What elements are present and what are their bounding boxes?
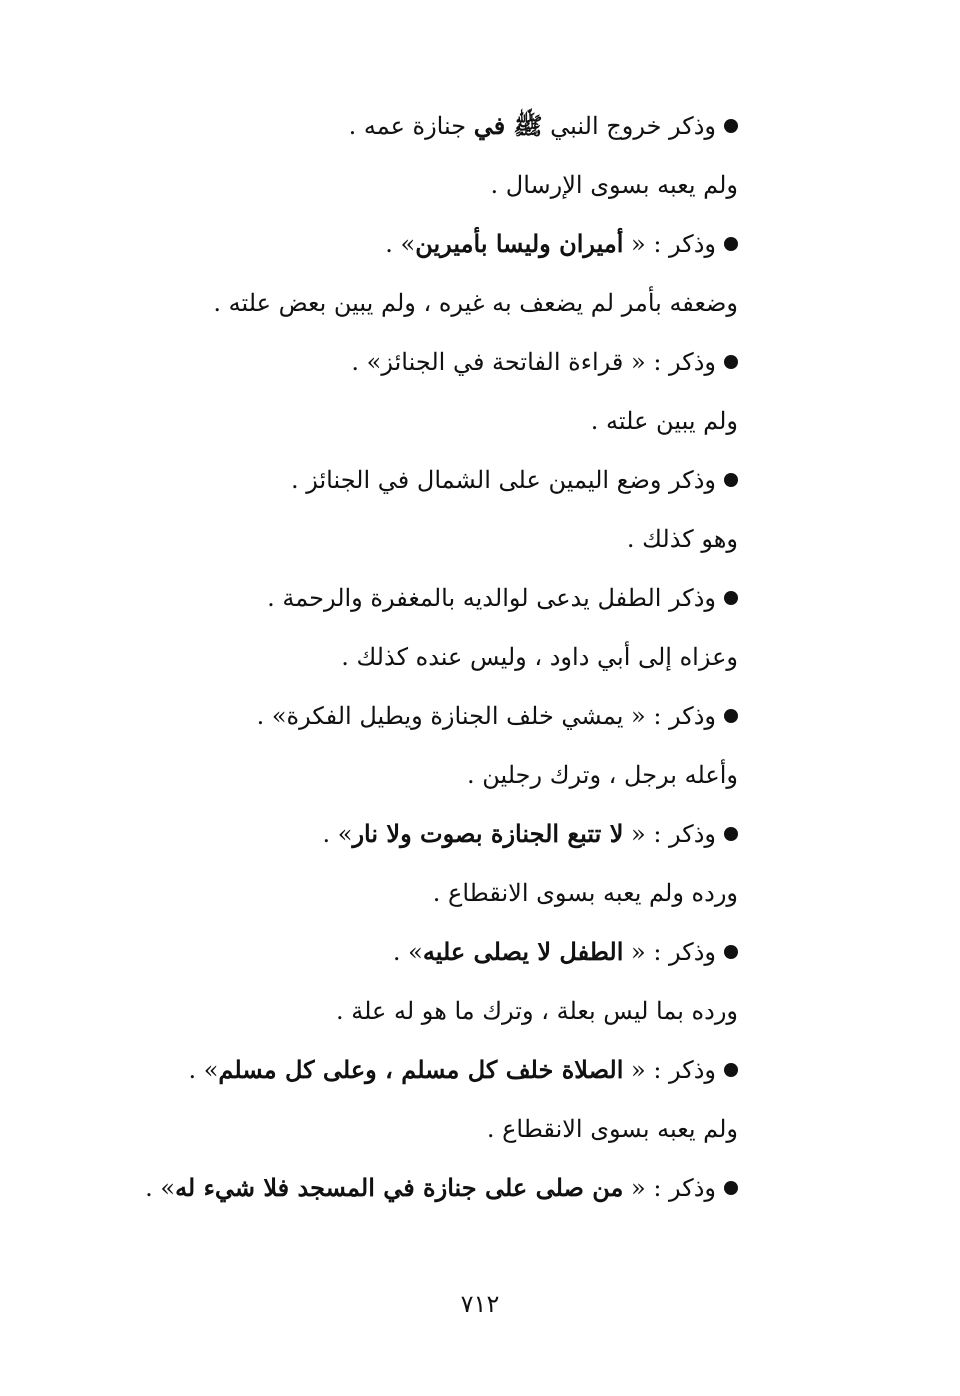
quoted-hadith: لا تتبع الجنازة بصوت ولا نار xyxy=(352,819,624,848)
comment-line: ولم يبين علته . xyxy=(590,407,738,435)
entry-line xyxy=(178,338,738,397)
entry-line xyxy=(178,220,738,279)
comment-line: ورده بما ليس بعلة ، وترك ما هو له علة . xyxy=(335,997,738,1025)
entry-text: وذكر : « xyxy=(623,938,716,966)
page-number: ٧١٢ xyxy=(460,1290,500,1318)
entry-line xyxy=(145,1164,738,1223)
bullet-icon xyxy=(724,827,738,841)
entry-text-end: » . xyxy=(322,820,353,848)
entry-line xyxy=(178,692,738,751)
entry-text-end: » . xyxy=(385,230,416,258)
quoted-hadith: من صلى على جنازة في المسجد فلا شيء له xyxy=(175,1173,624,1202)
bullet-icon xyxy=(724,1181,738,1195)
bullet-icon xyxy=(724,119,738,133)
comment-line: ورده ولم يعبه بسوى الانقطاع . xyxy=(432,879,738,907)
entry-text: وذكر وضع اليمين على الشمال في الجنائز . xyxy=(290,466,716,494)
text-body xyxy=(145,102,738,1223)
entry-text: وذكر خروج النبي xyxy=(542,112,716,140)
comment-line: وضعفه بأمر لم يضعف به غيره ، ولم يبين بعض علته . xyxy=(213,289,738,317)
entry-text: وذكر : « xyxy=(623,1056,716,1084)
quoted-hadith: ﷺ في xyxy=(473,111,543,140)
entry-text-end: » . xyxy=(188,1056,219,1084)
comment-line: وهو كذلك . xyxy=(626,525,738,553)
entry-line xyxy=(178,574,738,633)
entry-line xyxy=(178,928,738,987)
entry-line xyxy=(178,1046,738,1105)
bullet-icon xyxy=(724,237,738,251)
comment-line: وعزاه إلى أبي داود ، وليس عنده كذلك . xyxy=(341,643,738,671)
entry-text-end: » . xyxy=(145,1174,176,1202)
entry-text-end: جنازة عمه . xyxy=(348,112,474,140)
entry-line xyxy=(178,810,738,869)
entry-text-end: » . xyxy=(392,938,423,966)
entry-text: وذكر : « xyxy=(623,1174,716,1202)
comment-line: وأعله برجل ، وترك رجلين . xyxy=(466,761,738,789)
quoted-hadith: الصلاة خلف كل مسلم ، وعلى كل مسلم xyxy=(218,1055,624,1084)
comment-line: ولم يعبه بسوى الانقطاع . xyxy=(486,1115,738,1143)
quoted-hadith: الطفل لا يصلى عليه xyxy=(422,937,624,966)
entry-line xyxy=(178,102,738,161)
bullet-icon xyxy=(724,473,738,487)
bullet-icon xyxy=(724,1063,738,1077)
bullet-icon xyxy=(724,709,738,723)
entry-text: وذكر : « xyxy=(623,820,716,848)
entry-text: وذكر : « يمشي خلف الجنازة ويطيل الفكرة» . xyxy=(256,702,716,730)
bullet-icon xyxy=(724,591,738,605)
bullet-icon xyxy=(724,945,738,959)
entry-text: وذكر الطفل يدعى لوالديه بالمغفرة والرحمة . xyxy=(267,584,716,612)
bullet-icon xyxy=(724,355,738,369)
quoted-hadith: أميران وليسا بأميرين xyxy=(415,229,624,258)
entry-text: وذكر : « قراءة الفاتحة في الجنائز» . xyxy=(351,348,716,376)
entry-line xyxy=(178,456,738,515)
comment-line: ولم يعبه بسوى الإرسال . xyxy=(490,171,738,199)
entry-text: وذكر : « xyxy=(623,230,716,258)
